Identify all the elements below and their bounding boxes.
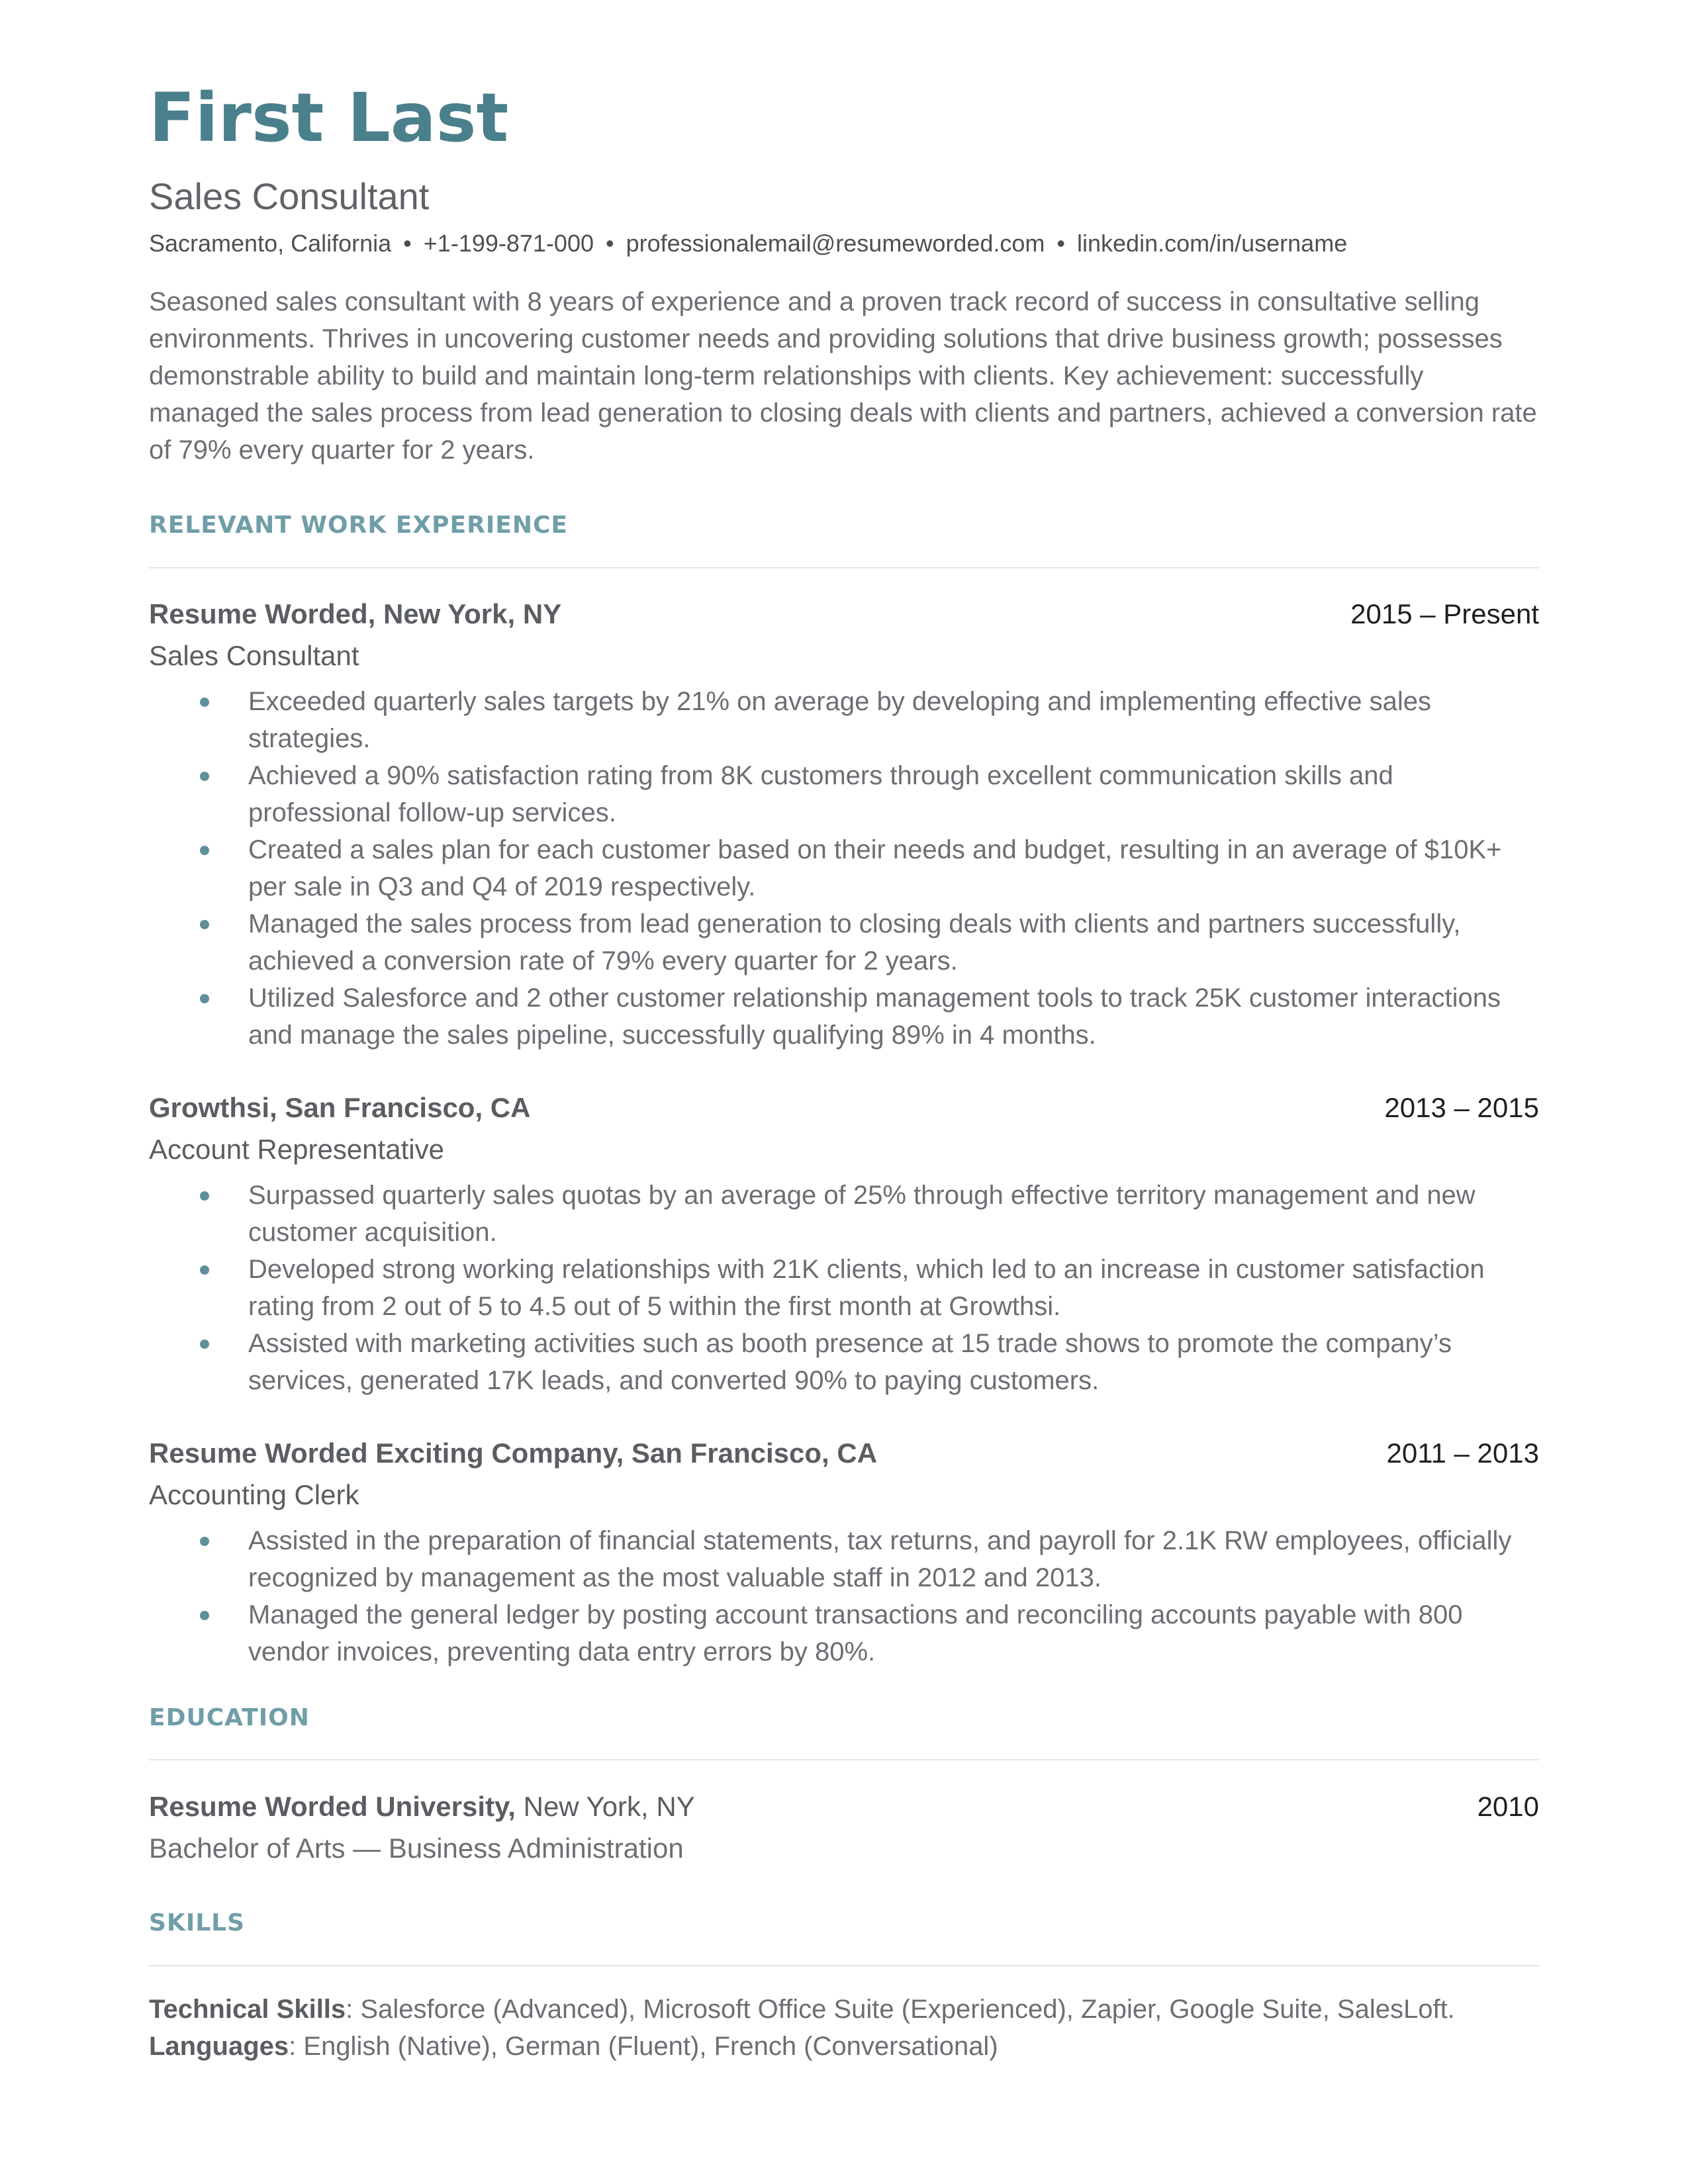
skills-languages-label: Languages — [149, 2032, 289, 2061]
bullet-item — [149, 905, 1539, 979]
section-divider — [149, 567, 1539, 569]
bullet-dot-icon — [200, 1611, 209, 1620]
bullet-text: Developed strong working relationships with 21K clients, which led to an increase in customer satisfaction rating from 2 out of 5 to 4.5 out of 5 within the first month at Growthsi. — [248, 1255, 1485, 1321]
skills-technical-value: : Salesforce (Advanced), Microsoft Office Suite (Experienced), Zapier, Google Suite, SalesLoft. — [346, 1995, 1455, 2024]
job-bullets — [149, 1522, 1539, 1670]
section-divider — [149, 1965, 1539, 1966]
bullet-text: Assisted with marketing activities such as booth presence at 15 trade shows to promote the company’s services, generated 17K leads, and converted 90% to paying customers. — [248, 1329, 1452, 1395]
bullet-dot-icon — [200, 698, 209, 707]
job-header — [149, 1435, 1539, 1472]
education-degree: Bachelor of Arts — Business Administration — [149, 1833, 684, 1864]
job-dates: 2011 – 2013 — [1386, 1437, 1539, 1469]
bullet-item — [149, 1251, 1539, 1325]
bullet-text: Exceeded quarterly sales targets by 21% on average by developing and implementing effective sales strategies. — [248, 687, 1432, 753]
education-location: New York, NY — [515, 1791, 695, 1822]
bullet-dot-icon — [200, 772, 209, 781]
education-header — [149, 1788, 1539, 1825]
job-company: Resume Worded, New York, NY — [149, 598, 562, 629]
skills-block — [149, 1991, 1539, 2065]
bullet-dot-icon — [200, 994, 209, 1003]
job-bullets — [149, 683, 1539, 1054]
contact-separator: • — [605, 230, 614, 257]
section-title-experience: RELEVANT WORK EXPERIENCE — [149, 512, 568, 539]
bullet-dot-icon — [200, 1191, 209, 1201]
section-title-skills: SKILLS — [149, 1909, 246, 1936]
bullet-text: Assisted in the preparation of financial statements, tax returns, and payroll for 2.1K RW employees, officially recognized by management as the most valuable staff in 2012 and 2013. — [248, 1526, 1512, 1592]
bullet-text: Achieved a 90% satisfaction rating from 8K customers through excellent communication skills and professional follow-up services. — [248, 761, 1393, 827]
education-school: Resume Worded University, — [149, 1791, 516, 1822]
bullet-item — [149, 831, 1539, 905]
contact-separator: • — [1056, 230, 1066, 257]
education-entry — [149, 1788, 1539, 1869]
job-entry — [149, 1435, 1539, 1670]
job-company: Growthsi, San Francisco, CA — [149, 1092, 531, 1123]
bullet-dot-icon — [200, 1265, 209, 1275]
contact-separator: • — [403, 230, 412, 257]
job-title: Accounting Clerk — [149, 1479, 359, 1510]
job-title: Sales Consultant — [149, 640, 359, 671]
bullet-item — [149, 1522, 1539, 1596]
job-company: Resume Worded Exciting Company, San Francisco, CA — [149, 1437, 878, 1469]
bullet-item — [149, 1325, 1539, 1399]
bullet-item — [149, 979, 1539, 1054]
bullet-text: Surpassed quarterly sales quotas by an average of 25% through effective territory management and new customer acquisition. — [248, 1181, 1476, 1247]
job-entry — [149, 1089, 1539, 1399]
contact-email[interactable]: professionalemail@resumeworded.com — [626, 230, 1045, 257]
job-entry — [149, 596, 1539, 1054]
skills-technical — [149, 1991, 1539, 2028]
education-year: 2010 — [1477, 1791, 1539, 1822]
bullet-item — [149, 757, 1539, 831]
bullet-text: Managed the sales process from lead generation to closing deals with clients and partners successfully, achieved a conversion rate of 79% every quarter for 2 years. — [248, 909, 1461, 976]
bullet-dot-icon — [200, 1537, 209, 1546]
contact-location: Sacramento, California — [149, 230, 392, 257]
education-school-line — [149, 1788, 695, 1825]
section-title-education: EDUCATION — [149, 1704, 310, 1731]
summary-paragraph: Seasoned sales consultant with 8 years of experience and a proven track record of success in consultative selling environments. Thrives in uncovering customer needs and providing solutions that drive business growth; possesses demonstrable ability to build and maintain long-term relationships with clients. Key achievement: successfully managed the sales process from lead generation to closing deals with clients and partners, achieved a conversion rate of 79% every quarter for 2 years. — [149, 287, 1537, 465]
contact-linkedin[interactable]: linkedin.com/in/username — [1077, 230, 1348, 257]
bullet-item — [149, 1596, 1539, 1670]
job-dates: 2013 – 2015 — [1384, 1092, 1539, 1123]
bullet-text: Managed the general ledger by posting account transactions and reconciling accounts payable with 800 vendor invoices, preventing data entry errors by 80%. — [248, 1600, 1463, 1666]
bullet-text: Created a sales plan for each customer based on their needs and budget, resulting in an average of $10K+ per sale in Q3 and Q4 of 2019 respectively. — [248, 835, 1502, 901]
skills-languages-value: : English (Native), German (Fluent), French (Conversational) — [289, 2032, 998, 2061]
section-divider — [149, 1759, 1539, 1760]
bullet-dot-icon — [200, 1340, 209, 1349]
candidate-name: First Last — [149, 79, 509, 158]
job-header — [149, 596, 1539, 633]
bullet-text: Utilized Salesforce and 2 other customer relationship management tools to track 25K customer interactions and manage the sales pipeline, successfully qualifying 89% in 4 months. — [248, 983, 1501, 1050]
job-bullets — [149, 1177, 1539, 1399]
contact-line — [149, 229, 1347, 258]
skills-languages — [149, 2028, 1539, 2065]
candidate-role: Sales Consultant — [149, 175, 430, 217]
skills-technical-label: Technical Skills — [149, 1995, 346, 2024]
bullet-item — [149, 683, 1539, 757]
contact-phone: +1-199-871-000 — [423, 230, 594, 257]
job-title: Account Representative — [149, 1134, 444, 1165]
bullet-dot-icon — [200, 920, 209, 929]
bullet-dot-icon — [200, 846, 209, 855]
job-dates: 2015 – Present — [1350, 598, 1539, 629]
bullet-item — [149, 1177, 1539, 1251]
job-header — [149, 1089, 1539, 1126]
